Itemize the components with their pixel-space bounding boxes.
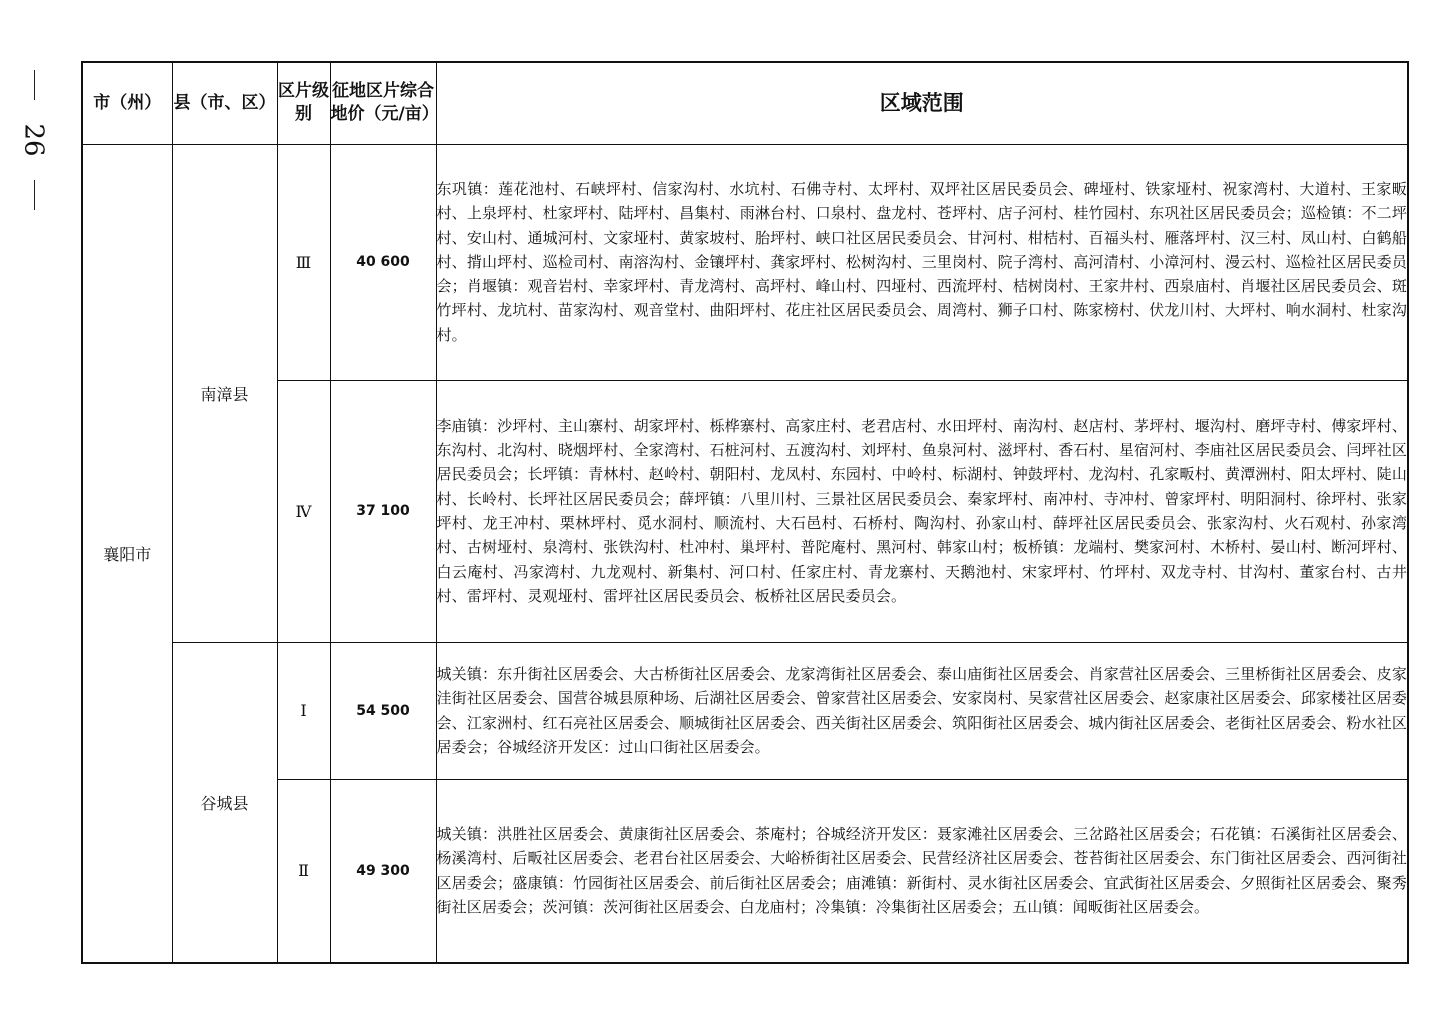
area-scope-cell	[436, 144, 1408, 380]
table-row	[82, 779, 1408, 963]
header-county: 县（市、区）	[172, 62, 277, 144]
county-cell: 谷城县	[172, 642, 277, 963]
area-scope-cell	[436, 779, 1408, 963]
area-scope-text: 城关镇：洪胜社区居委会、黄康街社区居委会、茶庵村；谷城经济开发区：聂家滩社区居委会、三岔路社区居委会；石花镇：石溪街社区居委会、杨溪湾村、后畈社区居委会、老君台社区居委会、大峪桥街社区居委会、民营经济社区居委会、苍苔街社区居委会、东门街社区居委会、西河街社区居委会；盛康镇：竹园街社区居委会、前后街社区居委会；庙滩镇：新街村、灵水街社区居委会、宜武街社区居委会、夕照街社区居委会、聚秀街社区居委会；茨河镇：茨河街社区居委会、白龙庙村；冷集镇：冷集街社区居委会；五山镇：闻畈街社区居委会。	[436, 825, 1407, 917]
page-number	[14, 70, 54, 210]
price-cell: 37 100	[330, 380, 436, 642]
grade-cell: Ⅲ	[277, 144, 330, 380]
header-grade: 区片级别	[277, 62, 330, 144]
page-number-dash-bottom	[34, 180, 35, 210]
table-row	[82, 380, 1408, 642]
grade-cell: Ⅰ	[277, 642, 330, 779]
header-city: 市（州）	[82, 62, 172, 144]
header-row	[82, 62, 1408, 144]
area-scope-text: 东巩镇：莲花池村、石峡坪村、信家沟村、水坑村、石佛寺村、太坪村、双坪社区居民委员会、碑垭村、铁家垭村、祝家湾村、大道村、王家畈村、上泉坪村、杜家坪村、陆坪村、昌集村、雨淋台村、口泉村、盘龙村、苍坪村、店子河村、桂竹园村、东巩社区居民委员会；巡检镇：不二坪村、安山村、通城河村、文家垭村、黄家坡村、胎坪村、峡口社区居民委员会、甘河村、柑桔村、百福头村、雁落坪村、汉三村、凤山村、白鹤船村、揹山坪村、巡检司村、南溶沟村、金镶坪村、龚家坪村、松树沟村、三里岗村、院子湾村、高河清村、小漳河村、漫云村、巡检社区居民委员会；肖堰镇：观音岩村、幸家坪村、青龙湾村、高坪村、峰山村、四垭村、西流坪村、桔树岗村、王家井村、西泉庙村、肖堰社区居民委员会、斑竹坪村、龙坑村、苗家沟村、观音堂村、曲阳坪村、花庄社区居民委员会、周湾村、狮子口村、陈家榜村、伏龙川村、大坪村、响水洞村、杜家沟村。	[436, 179, 1407, 344]
header-area: 区域范围	[436, 62, 1408, 144]
grade-cell: Ⅱ	[277, 779, 330, 963]
area-scope-cell	[436, 642, 1408, 779]
area-scope-text: 城关镇：东升街社区居委会、大古桥街社区居委会、龙家湾街社区居委会、泰山庙街社区居委会、肖家营社区居委会、三里桥街社区居委会、皮家洼街社区居委会、国营谷城县原种场、后湖社区居委会、曾家营社区居委会、安家岗村、吴家营社区居委会、赵家康社区居委会、邱家楼社区居委会、江家洲村、红石亮社区居委会、顺城街社区居委会、西关街社区居委会、筑阳街社区居委会、城内街社区居委会、老街社区居委会、粉水社区居委会；谷城经济开发区：过山口街社区居委会。	[436, 664, 1407, 756]
price-cell: 54 500	[330, 642, 436, 779]
land-price-table	[81, 61, 1409, 964]
page-number-dash-top	[34, 70, 35, 100]
area-scope-text: 李庙镇：沙坪村、主山寨村、胡家坪村、栎桦寨村、高家庄村、老君店村、水田坪村、南沟村、赵店村、茅坪村、堰沟村、磨坪寺村、傅家坪村、东沟村、北沟村、晓烟坪村、全家湾村、石桩河村、五渡沟村、刘坪村、鱼泉河村、滋坪村、香石村、星宿河村、李庙社区居民委员会、闫坪社区居民委员会；长坪镇：青林村、赵岭村、朝阳村、龙凤村、东园村、中岭村、标湖村、钟鼓坪村、龙沟村、孔家畈村、黄潭洲村、阳太坪村、陡山村、长岭村、长坪社区居民委员会；薛坪镇：八里川村、三景社区居民委员会、秦家坪村、南冲村、寺冲村、曾家坪村、明阳洞村、徐坪村、张家坪村、龙王冲村、栗林坪村、觅水洞村、顺流村、大石邑村、石桥村、陶沟村、孙家山村、薛坪社区居民委员会、张家沟村、火石观村、孙家湾村、古树垭村、泉湾村、张铁沟村、杜冲村、巢坪村、普陀庵村、黑河村、韩家山村；板桥镇：龙端村、樊家河村、木桥村、晏山村、断河坪村、白云庵村、冯家湾村、九龙观村、新集村、河口村、任家庄村、青龙寨村、天鹅池村、宋家坪村、竹坪村、双龙寺村、甘沟村、董家台村、古井村、雷坪村、灵观垭村、雷坪社区居民委员会、板桥社区居民委员会。	[436, 416, 1407, 605]
price-cell: 40 600	[330, 144, 436, 380]
area-scope-cell	[436, 380, 1408, 642]
county-cell: 南漳县	[172, 144, 277, 642]
grade-cell: Ⅳ	[277, 380, 330, 642]
table-row	[82, 642, 1408, 779]
page-number-text: 26	[19, 123, 49, 157]
header-price: 征地区片综合地价（元/亩）	[330, 62, 436, 144]
price-cell: 49 300	[330, 779, 436, 963]
table-row	[82, 144, 1408, 380]
city-cell: 襄阳市	[82, 144, 172, 963]
